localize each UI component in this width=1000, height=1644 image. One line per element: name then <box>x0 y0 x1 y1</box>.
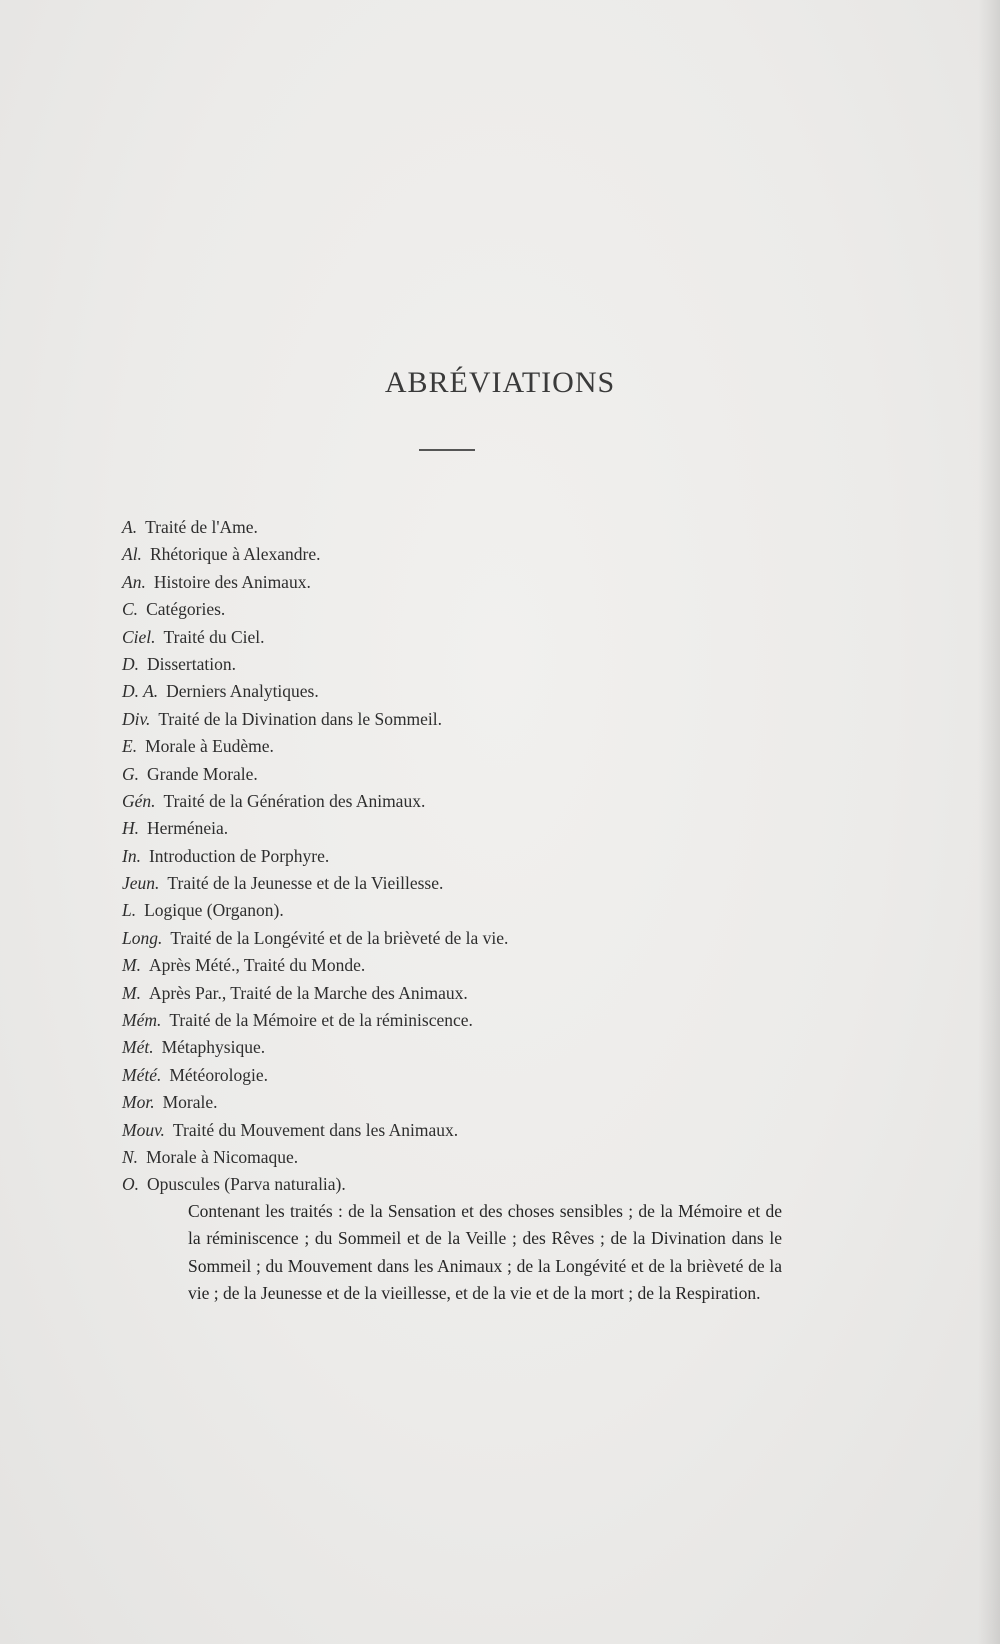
abbreviation-meaning: Herméneia. <box>147 818 229 839</box>
page-edge-shadow <box>978 0 1000 1644</box>
abbreviation-code: D. <box>122 653 140 674</box>
abbreviation-meaning: Opuscules (Parva naturalia). <box>147 1174 346 1195</box>
abbreviation-code: M. <box>122 982 141 1003</box>
abbreviation-meaning: Dissertation. <box>147 653 236 674</box>
abbreviation-entry <box>122 569 802 596</box>
abbreviation-entry <box>122 870 802 897</box>
abbreviation-meaning: Derniers Analytiques. <box>166 681 319 702</box>
abbreviation-entry <box>122 1144 802 1171</box>
abbreviation-entry <box>122 897 802 924</box>
abbreviation-meaning: Météorologie. <box>169 1064 269 1085</box>
abbreviation-meaning: Grande Morale. <box>147 763 258 784</box>
abbreviation-entry <box>122 1089 802 1116</box>
abbreviation-entry <box>122 1117 802 1144</box>
abbreviation-code: Long. <box>122 927 163 948</box>
abbreviation-entry <box>122 843 802 870</box>
abbreviation-entry <box>122 788 802 815</box>
abbreviation-entry <box>122 541 802 568</box>
abbreviation-code: Mouv. <box>122 1119 165 1140</box>
abbreviation-code: E. <box>122 736 138 757</box>
abbreviation-code: D. A. <box>122 681 159 702</box>
abbreviation-code: Div. <box>122 708 151 729</box>
abbreviation-meaning: Métaphysique. <box>161 1037 266 1058</box>
abbreviation-entry <box>122 815 802 842</box>
abbreviation-meaning: Morale à Nicomaque. <box>146 1146 299 1167</box>
abbreviation-code: Gén. <box>122 790 156 811</box>
abbreviation-meaning: Histoire des Animaux. <box>153 571 311 592</box>
abbreviation-list <box>122 514 802 1199</box>
abbreviation-meaning: Traité de la Mémoire et de la réminiscence. <box>169 1010 473 1031</box>
abbreviation-code: O. <box>122 1174 140 1195</box>
abbreviation-code: Mété. <box>122 1064 162 1085</box>
abbreviation-meaning: Traité du Ciel. <box>163 626 265 647</box>
abbreviation-meaning: Après Mété., Traité du Monde. <box>148 955 366 976</box>
abbreviation-code: Mém. <box>122 1010 162 1031</box>
abbreviation-entry <box>122 1007 802 1034</box>
abbreviation-entry <box>122 980 802 1007</box>
abbreviation-entry <box>122 1062 802 1089</box>
abbreviation-code: L. <box>122 900 137 921</box>
abbreviation-code: An. <box>122 571 146 592</box>
opuscules-contents-note: Contenant les traités : de la Sensation et des choses sensibles ; de la Mémoire et de la réminiscence ; du Sommeil et de la Veille ; des Rêves ; de la Divination dans le Sommeil ; du Mouvement dans les Animaux ; de la Longévité et de la brièveté de la vie ; de la Jeunesse et de la vieillesse, et de la vie et de la mort ; de la Respiration. <box>188 1201 782 1303</box>
abbreviation-entry <box>122 514 802 541</box>
abbreviation-code: G. <box>122 763 140 784</box>
abbreviation-code: Jeun. <box>122 873 160 894</box>
abbreviation-meaning: Morale. <box>162 1092 218 1113</box>
abbreviation-code: Ciel. <box>122 626 156 647</box>
page-title: ABRÉVIATIONS <box>384 366 616 399</box>
abbreviation-entry <box>122 1171 802 1198</box>
abbreviation-meaning: Traité de la Longévité et de la brièveté de la vie. <box>170 927 509 948</box>
abbreviation-code: H. <box>122 818 140 839</box>
abbreviation-code: C. <box>122 599 139 620</box>
abbreviation-entry <box>122 1034 802 1061</box>
abbreviation-meaning: Traité de l'Ame. <box>145 517 258 537</box>
abbreviation-entry <box>122 678 802 705</box>
abbreviation-entry <box>122 761 802 788</box>
abbreviation-meaning: Traité de la Jeunesse et de la Vieillesse. <box>167 873 444 894</box>
abbreviation-meaning: Rhétorique à Alexandre. <box>149 544 321 565</box>
abbreviation-entry <box>122 925 802 952</box>
abbreviation-code: Mor. <box>122 1092 155 1113</box>
abbreviation-code: M. <box>122 955 141 976</box>
abbreviation-code: Al. <box>122 544 142 565</box>
abbreviation-entry <box>122 596 802 623</box>
abbreviation-code: N. <box>122 1146 139 1167</box>
abbreviation-entry <box>122 624 802 651</box>
abbreviation-meaning: Logique (Organon). <box>144 900 284 921</box>
abbreviation-entry <box>122 706 802 733</box>
abbreviation-meaning: Traité de la Génération des Animaux. <box>163 790 426 811</box>
abbreviation-code: A. <box>122 517 138 537</box>
abbreviation-code: In. <box>122 845 141 866</box>
abbreviation-entry <box>122 952 802 979</box>
title-divider <box>419 449 475 451</box>
abbreviation-entry <box>122 651 802 678</box>
abbreviation-meaning: Traité du Mouvement dans les Animaux. <box>172 1119 459 1140</box>
abbreviation-meaning: Traité de la Divination dans le Sommeil. <box>158 708 443 729</box>
abbreviation-meaning: Morale à Eudème. <box>145 736 274 757</box>
abbreviation-code: Mét. <box>122 1037 154 1058</box>
abbreviation-meaning: Après Par., Traité de la Marche des Animaux. <box>148 982 468 1003</box>
abbreviation-entry <box>122 733 802 760</box>
abbreviation-meaning: Introduction de Porphyre. <box>148 845 330 866</box>
abbreviation-meaning: Catégories. <box>146 599 226 620</box>
